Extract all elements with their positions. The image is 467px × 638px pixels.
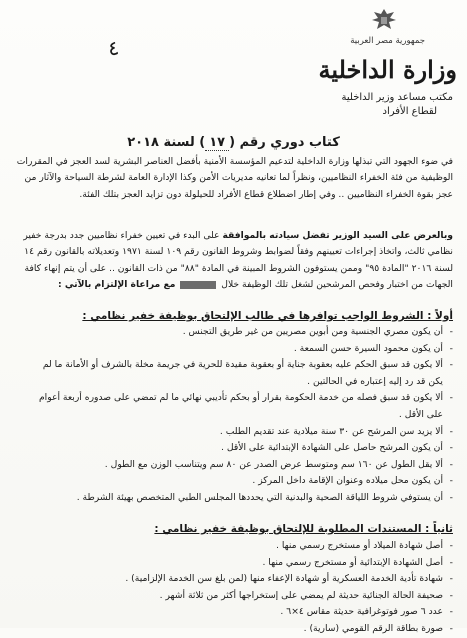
redacted-mark: [180, 281, 216, 289]
list-item: - أن يكون محل ميلاده وعنوان الإقامة داخل المركز .: [34, 473, 453, 490]
paragraph-intro: في ضوء الجهود التي تبذلها وزارة الداخلية لتدعيم المؤسسة الأمنية بأفضل العناصر البشرية لسد العجز في المقررات الوظيفية من فئة الخفراء النظاميين، ونظراً لما تعانيه مديريات الأمن وكذا الإدارة العامة لشرطة السياحة والآثار من عجز بقوة الخفراء النظاميين .. وفي إطار اضطلاع قطاع الأفراد للحيلولة دون تزايد العجز بتلك الفئة.: [16, 156, 453, 200]
documents-list: [34, 538, 453, 638]
list-item: - أن يكون محمود السيرة حسن السمعة .: [34, 341, 453, 358]
eagle-emblem-icon: [369, 6, 399, 36]
page-number: ٤: [106, 35, 121, 61]
letterhead-ministry: وزارة الداخلية: [318, 55, 457, 84]
list-item: - عدد ٦ صور فوتوغرافية حديثة مقاس ٤×٦ .: [34, 604, 453, 621]
list-item: - ألا يقل الطول عن ١٦٠ سم ومتوسط عرض الصدر عن ٨٠ سم ويتناسب الوزن مع الطول .: [34, 457, 453, 474]
conditions-list: [34, 324, 453, 507]
list-item: - صحيفة الحالة الجنائية حديثة لم يمضي على إستخراجها أكثر من ثلاثة أشهر .: [34, 588, 453, 605]
letterhead-republic: جمهورية مصر العربية: [350, 36, 425, 46]
list-item: - أن يستوفي شروط اللياقة الصحية والبدنية التي يحددها المجلس الطبي المتخصص بهيئة الشرطة .: [34, 490, 453, 507]
title-suffix: ) لسنة ٢٠١٨: [127, 135, 206, 150]
list-item: - ألا يكون قد سبق فصله من خدمة الحكومة بقرار أو بحكم تأديبي نهائي ما لم تمضي على صدوره أربعة أعوام على الأقل .: [34, 390, 453, 423]
section-conditions-heading: أولاً : الشروط الواجب توافرها في طالب الإلتحاق بوظيفة خفير نظامي :: [82, 310, 453, 322]
letterhead-office: مكتب مساعد وزير الداخلية: [341, 92, 453, 103]
title-number: ١٧: [205, 135, 229, 151]
list-item: - أن يكون المرشح حاصل على الشهادة الإبتدائية على الأقل .: [34, 440, 453, 457]
section-documents-heading: ثانياً : المستندات المطلوبة للإلتحاق بوظيفة خفير نظامي :: [154, 523, 453, 535]
list-item: - شهادة تأدية الخدمة العسكرية أو شهادة الإعفاء منها (لمن بلغ سن الخدمة الإلزامية) .: [34, 571, 453, 588]
list-item: - أصل الشهادة الإبتدائية أو مستخرج رسمي منها .: [34, 555, 453, 572]
letterhead-sector: لقطاع الأفراد: [382, 106, 437, 117]
approval-ending: مع مراعاة الإلتزام بالآتي :: [58, 279, 176, 291]
title-prefix: كتاب دوري رقم (: [229, 135, 340, 150]
list-item: - صورة بطاقة الرقم القومي (سارية) .: [34, 621, 453, 638]
list-item: - ألا يزيد سن المرشح عن ٣٠ سنة ميلادية عند تقديم الطلب .: [34, 424, 453, 441]
list-item: - أن يكون مصري الجنسية ومن أبوين مصريين من غير طريق التجنس .: [34, 324, 453, 341]
list-item: - ألا يكون قد سبق الحكم عليه بعقوبة جناية أو بعقوبة مقيدة للحرية في جريمة مخلة بالشرف أو الأمانة ما لم يكن قد رد إليه إعتباره في الحالتين .: [34, 357, 453, 390]
paragraph-approval: [16, 228, 453, 294]
document-title: [0, 135, 467, 151]
list-item: - أصل شهادة الميلاد أو مستخرج رسمي منها .: [34, 538, 453, 555]
approval-text: على البدء في تعيين خفراء نظاميين جدد بدرجة خفير نظامي ثالث، واتخاذ إجراءات تعيينهم وفقاً لضوابط وشروط القانون رقم ١٠٩ لسنة ١٩٧١ وتعديلاته بالقانون رقم ١٤ لسنة ٢٠١٦ "المادة ٩٥" وممن يستوفون الشروط المبينة في المادة "٨٨" من ذات القانون .. على أن يتم إنهاء كافة الجهات من اختبار وفحص المرشحين لشغل تلك الوظيفة خلال: [23, 230, 453, 291]
approval-intro: وبالعرض على السيد الوزير تفضل سيادته بالموافقة: [222, 230, 453, 241]
